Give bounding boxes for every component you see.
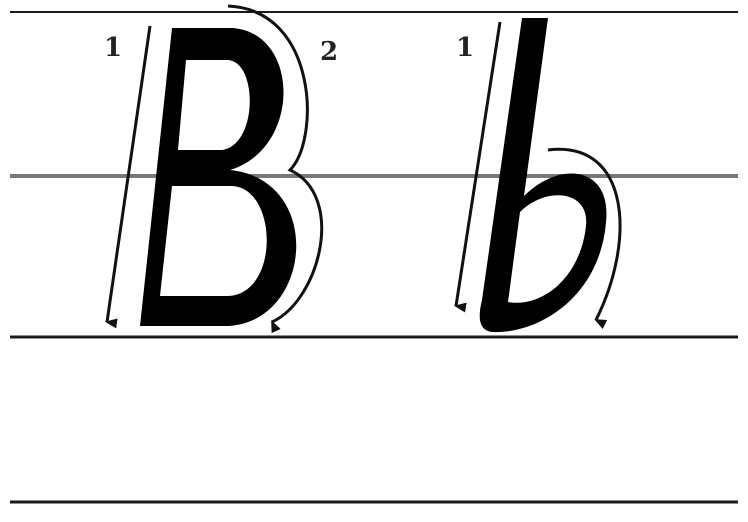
uppercase-b-letter bbox=[104, 6, 338, 326]
b-stroke-1-number: 1 bbox=[104, 33, 123, 63]
b-stroke-2-number: 2 bbox=[320, 37, 339, 67]
lowercase-b-stroke-1-number: 1 bbox=[456, 33, 475, 63]
